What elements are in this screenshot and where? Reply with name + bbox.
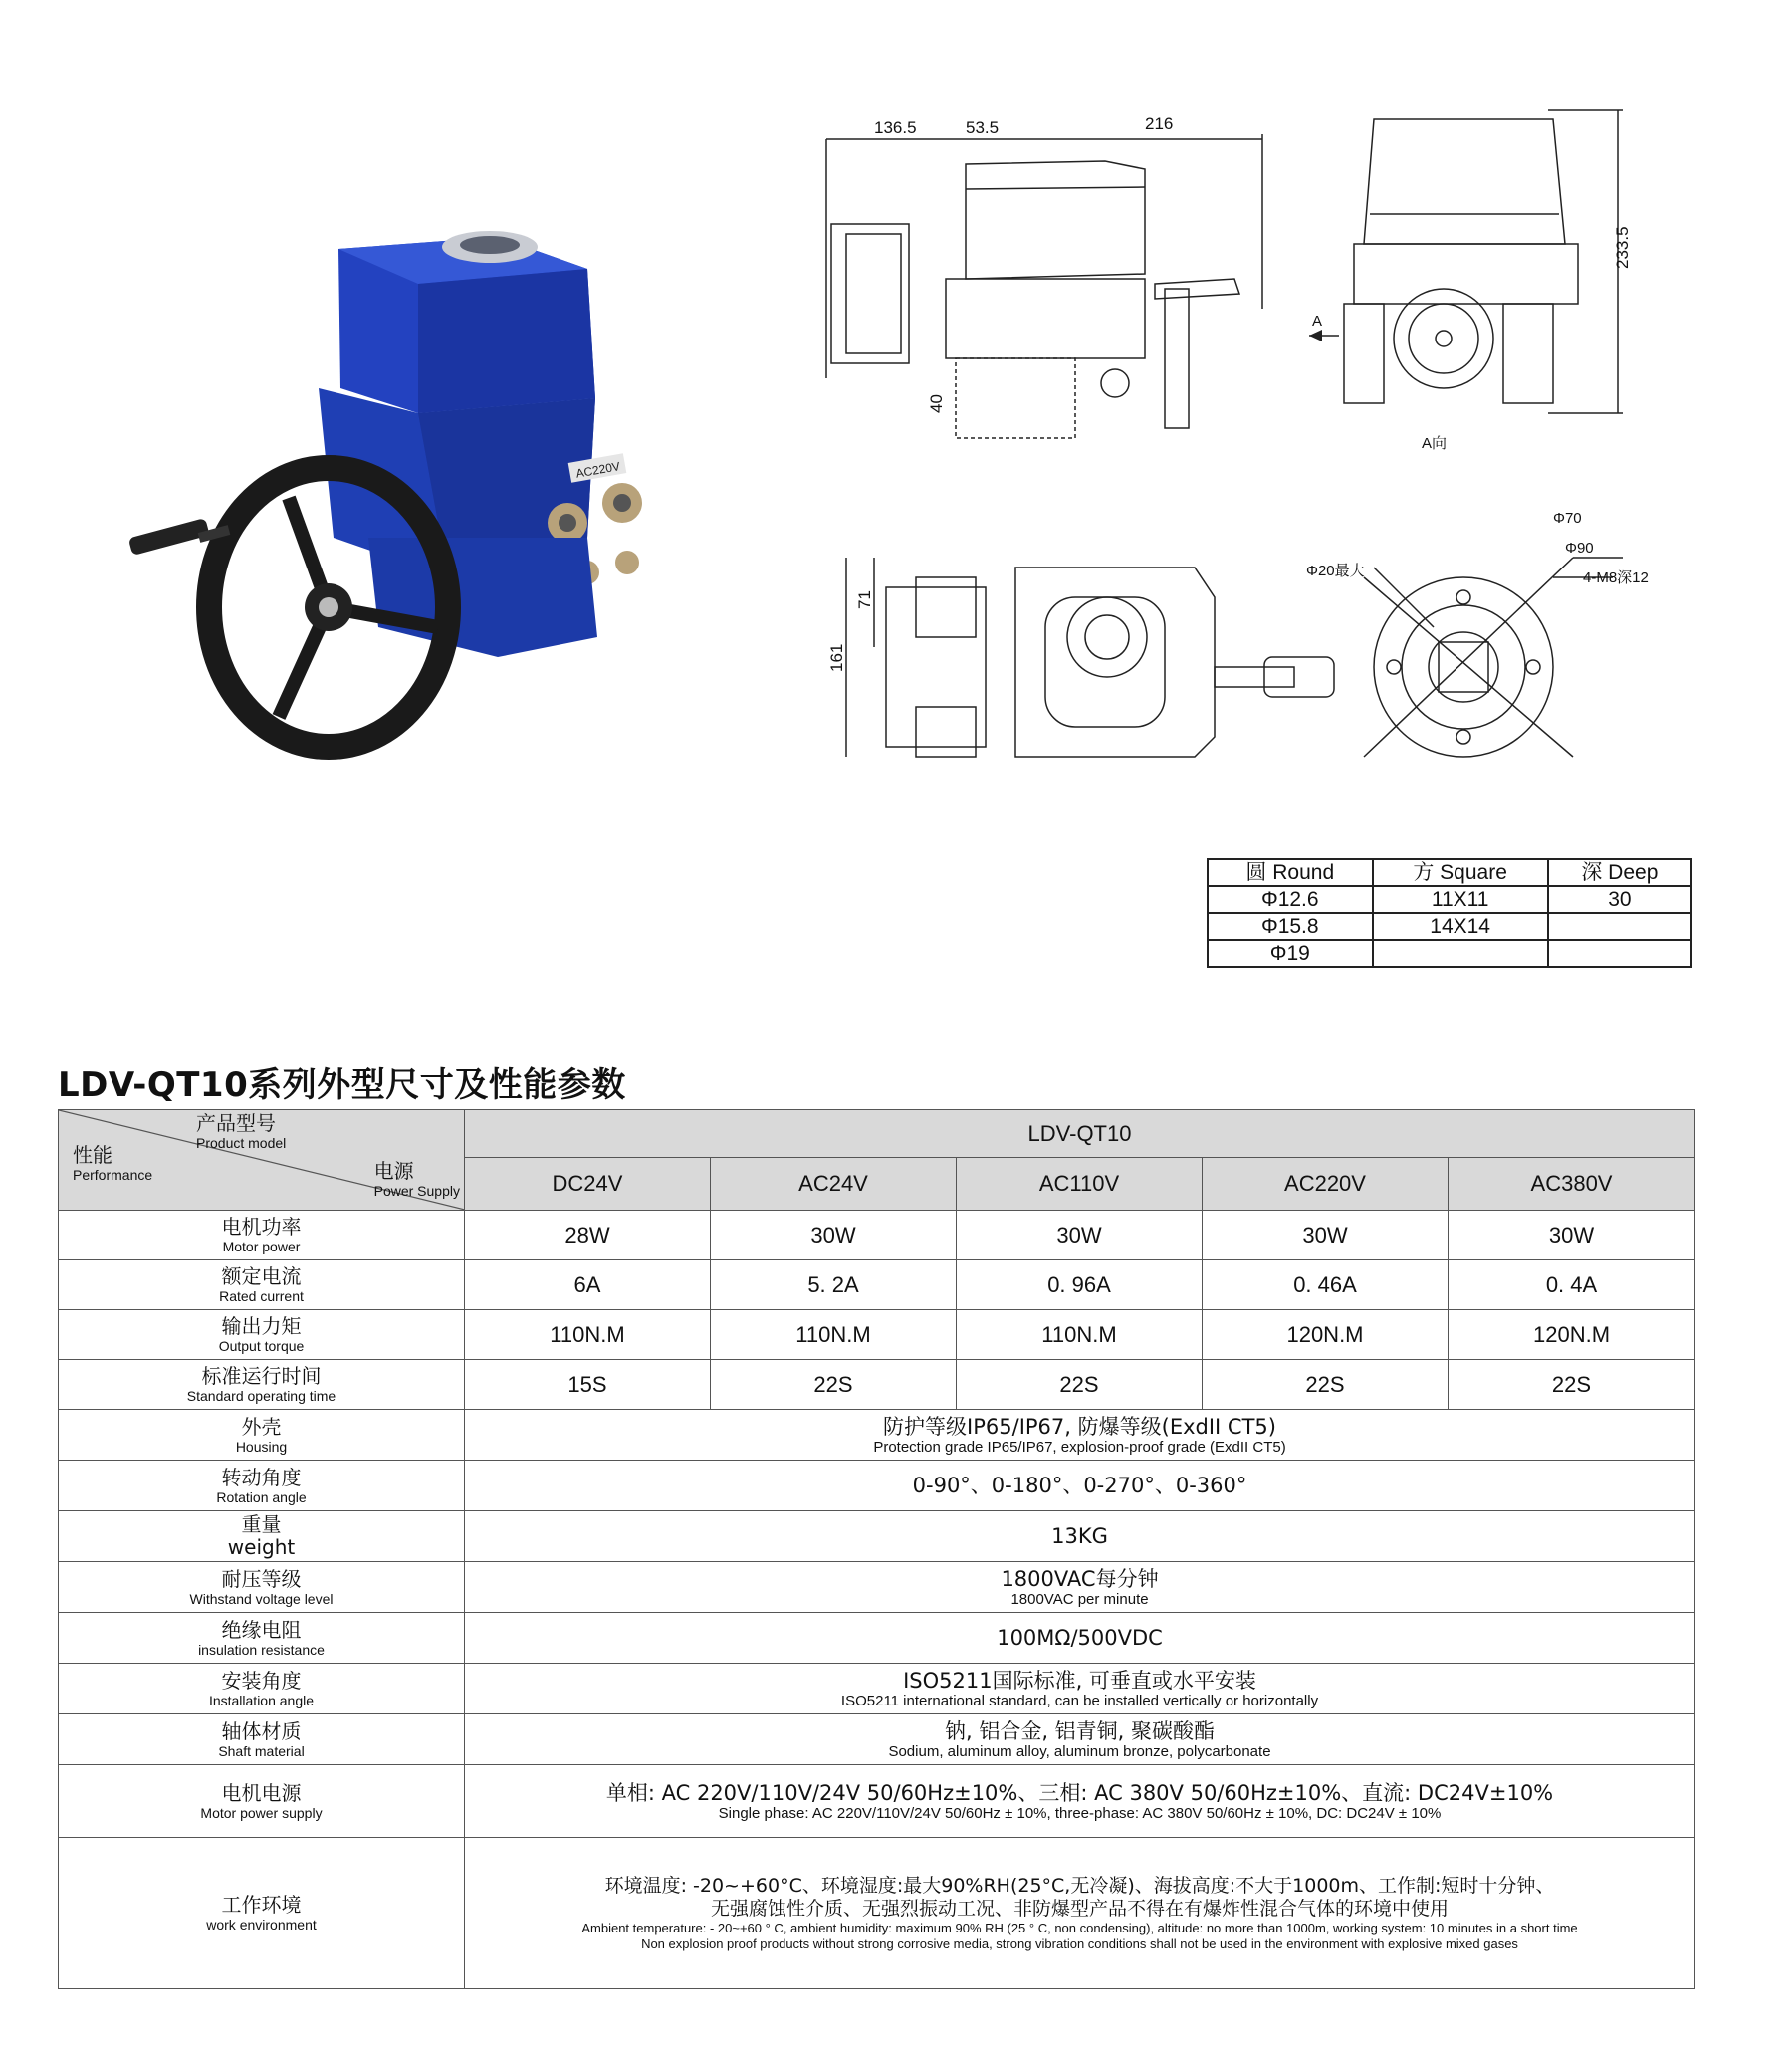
- supply-header: AC220V: [1203, 1158, 1449, 1211]
- shaft-spec-table: [1207, 858, 1692, 968]
- view-arrow-label: A: [1312, 313, 1323, 330]
- env-en-line1: Ambient temperature: - 20~+60 ° C, ambient humidity: maximum 90% RH (25 ° C, non condensing), altitude: no more than 1000m, working system: 10 minutes in a short time: [581, 1920, 1578, 1935]
- value-en: Protection grade IP65/IP67, explosion-proof grade (ExdII CT5): [873, 1438, 1286, 1456]
- row-label-zh: 输出力矩: [221, 1314, 302, 1338]
- env-en-line2: Non explosion proof products without strong corrosive media, strong vibration conditions shall not be used in the environment with explosive mixed gases: [641, 1935, 1518, 1951]
- supply-header: DC24V: [465, 1158, 711, 1211]
- dim-216: 216: [1145, 114, 1174, 133]
- corner-ps-zh: 电源: [373, 1159, 414, 1183]
- row-label: [59, 1260, 465, 1310]
- table-row: [59, 1360, 1695, 1410]
- table-row: [59, 1714, 1695, 1765]
- table-row: [59, 1664, 1695, 1714]
- value-cell: 22S: [711, 1360, 957, 1410]
- table-row: [59, 1613, 1695, 1664]
- corner-perf-en: Performance: [73, 1167, 153, 1183]
- row-label: [59, 1613, 465, 1664]
- spec-row: [1208, 940, 1691, 967]
- row-label-en: Output torque: [218, 1338, 305, 1354]
- spec-cell: Φ12.6: [1208, 886, 1373, 913]
- row-label: [59, 1461, 465, 1511]
- value-zh: 钠, 铝合金, 铝青铜, 聚碳酸酯: [944, 1718, 1216, 1743]
- spec-header-round: 圆 Round: [1208, 859, 1373, 886]
- page-title: LDV-QT10系列外型尺寸及性能参数: [58, 1065, 626, 1105]
- value-cell: 30W: [711, 1211, 957, 1260]
- corner-perf-zh: 性能: [73, 1143, 112, 1167]
- table-row: [59, 1765, 1695, 1838]
- corner-header-cell: [59, 1110, 465, 1211]
- label-plate-text: AC220V: [574, 459, 621, 481]
- spec-cell: 30: [1548, 886, 1691, 913]
- row-label: [59, 1765, 465, 1838]
- value-zh: 0-90°、0-180°、0-270°、0-360°: [912, 1474, 1247, 1497]
- row-label-zh: 电机电源: [221, 1780, 302, 1805]
- spec-cell: [1373, 940, 1548, 967]
- row-label-en: Standard operating time: [186, 1388, 336, 1404]
- row-label-en: Housing: [235, 1438, 288, 1455]
- side-view-drawing: [816, 110, 1274, 448]
- row-label-en: Rated current: [219, 1288, 304, 1304]
- value-cell: 5. 2A: [711, 1260, 957, 1310]
- value-cell: 0. 46A: [1203, 1260, 1449, 1310]
- row-label-zh: 转动角度: [221, 1465, 302, 1489]
- view-a-label: A向: [1422, 435, 1448, 452]
- value-en: Single phase: AC 220V/110V/24V 50/60Hz ± 10%, three-phase: AC 380V 50/60Hz ± 10%, DC: DC24V ± 10%: [718, 1804, 1442, 1822]
- table-row: [59, 1410, 1695, 1461]
- row-label-en: Rotation angle: [216, 1488, 307, 1505]
- value-cell: [465, 1461, 1695, 1511]
- value-cell: 110N.M: [957, 1310, 1203, 1360]
- value-cell: 110N.M: [711, 1310, 957, 1360]
- spec-cell: Φ15.8: [1208, 913, 1373, 940]
- row-label-en: Motor power: [222, 1239, 301, 1254]
- label-phi70: Φ70: [1553, 510, 1582, 527]
- corner-ps-en: Power Supply: [373, 1183, 460, 1199]
- value-cell: 22S: [957, 1360, 1203, 1410]
- row-label-en: weight: [227, 1535, 296, 1559]
- row-label-en: work environment: [206, 1917, 317, 1932]
- table-row: [59, 1211, 1695, 1260]
- value-cell: 0. 4A: [1449, 1260, 1695, 1310]
- table-row: [59, 1260, 1695, 1310]
- row-label: [59, 1838, 465, 1989]
- row-label-zh: 工作环境: [221, 1893, 302, 1917]
- label-phi20: Φ20最大: [1306, 563, 1365, 579]
- front-view-drawing: [1304, 95, 1633, 463]
- dim-161: 161: [827, 643, 846, 672]
- row-label-zh: 外壳: [241, 1414, 282, 1439]
- value-cell: 120N.M: [1203, 1310, 1449, 1360]
- value-en: Sodium, aluminum alloy, aluminum bronze, polycarbonate: [888, 1742, 1271, 1760]
- row-label: [59, 1511, 465, 1562]
- value-cell: 15S: [465, 1360, 711, 1410]
- spec-header-square: 方 Square: [1373, 859, 1548, 886]
- top-view-drawing: [826, 548, 1354, 777]
- value-cell: [465, 1613, 1695, 1664]
- row-label: [59, 1310, 465, 1360]
- table-row: [59, 1838, 1695, 1989]
- value-en: ISO5211 international standard, can be installed vertically or horizontally: [840, 1692, 1319, 1709]
- spec-header-deep: 深 Deep: [1548, 859, 1691, 886]
- spec-header-row: [1208, 859, 1691, 886]
- row-label: [59, 1410, 465, 1461]
- value-cell: [465, 1765, 1695, 1838]
- corner-model-zh: 产品型号: [196, 1111, 276, 1135]
- row-label-en: Installation angle: [208, 1692, 315, 1708]
- value-cell: 110N.M: [465, 1310, 711, 1360]
- value-cell: [465, 1562, 1695, 1613]
- value-cell: 28W: [465, 1211, 711, 1260]
- row-label: [59, 1562, 465, 1613]
- value-zh: 单相: AC 220V/110V/24V 50/60Hz±10%、三相: AC 380V 50/60Hz±10%、直流: DC24V±10%: [605, 1780, 1554, 1805]
- dim-136-5: 136.5: [874, 118, 917, 137]
- value-cell: 22S: [1449, 1360, 1695, 1410]
- spec-cell: 11X11: [1373, 886, 1548, 913]
- spec-row: [1208, 913, 1691, 940]
- spec-cell: 14X14: [1373, 913, 1548, 940]
- table-row: [59, 1511, 1695, 1562]
- row-label-en: Motor power supply: [200, 1804, 323, 1821]
- value-cell: 30W: [1203, 1211, 1449, 1260]
- row-label: [59, 1211, 465, 1260]
- flange-view-drawing: [1304, 498, 1692, 787]
- row-label-zh: 重量: [241, 1512, 282, 1536]
- row-label-zh: 标准运行时间: [201, 1364, 322, 1388]
- value-cell: 6A: [465, 1260, 711, 1310]
- value-cell: [465, 1838, 1695, 1989]
- supply-header: AC24V: [711, 1158, 957, 1211]
- row-label-zh: 耐压等级: [221, 1566, 302, 1591]
- label-phi90: Φ90: [1565, 540, 1594, 557]
- value-zh: 1800VAC每分钟: [1001, 1566, 1159, 1591]
- row-label: [59, 1714, 465, 1765]
- dim-53-5: 53.5: [966, 118, 1000, 137]
- dim-233-5: 233.5: [1613, 226, 1632, 269]
- row-label-en: insulation resistance: [198, 1641, 325, 1658]
- value-cell: 120N.M: [1449, 1310, 1695, 1360]
- table-row: [59, 1310, 1695, 1360]
- value-zh: ISO5211国际标准, 可垂直或水平安装: [903, 1668, 1256, 1693]
- value-cell: [465, 1511, 1695, 1562]
- supply-header: AC110V: [957, 1158, 1203, 1211]
- product-photo: [119, 209, 677, 767]
- row-label-en: Withstand voltage level: [189, 1590, 334, 1607]
- row-label-zh: 安装角度: [221, 1668, 302, 1693]
- value-cell: 0. 96A: [957, 1260, 1203, 1310]
- corner-model-en: Product model: [196, 1135, 287, 1151]
- spec-cell: Φ19: [1208, 940, 1373, 967]
- value-cell: 22S: [1203, 1360, 1449, 1410]
- value-zh: 13KG: [1051, 1524, 1108, 1548]
- value-cell: [465, 1410, 1695, 1461]
- spec-row: [1208, 886, 1691, 913]
- env-zh-line2: 无强腐蚀性介质、无强烈振动工况、非防爆型产品不得在有爆炸性混合气体的环境中使用: [711, 1897, 1450, 1920]
- value-en: 1800VAC per minute: [1010, 1590, 1149, 1608]
- row-label: [59, 1360, 465, 1410]
- value-cell: [465, 1714, 1695, 1765]
- value-cell: 30W: [1449, 1211, 1695, 1260]
- dim-71: 71: [855, 590, 874, 609]
- model-name-cell: LDV-QT10: [465, 1110, 1695, 1158]
- row-label-zh: 轴体材质: [221, 1718, 302, 1743]
- spec-cell: [1548, 940, 1691, 967]
- value-cell: [465, 1664, 1695, 1714]
- value-cell: 30W: [957, 1211, 1203, 1260]
- table-row: [59, 1562, 1695, 1613]
- row-label-zh: 绝缘电阻: [221, 1617, 302, 1642]
- value-zh: 100MΩ/500VDC: [997, 1626, 1163, 1650]
- supply-header: AC380V: [1449, 1158, 1695, 1211]
- dim-40: 40: [927, 394, 946, 413]
- performance-table: [58, 1109, 1695, 1989]
- row-label-zh: 电机功率: [221, 1215, 302, 1239]
- spec-cell: [1548, 913, 1691, 940]
- table-row: [59, 1461, 1695, 1511]
- env-zh-line1: 环境温度: -20~+60°C、环境湿度:最大90%RH(25°C,无冷凝)、海拔高度:不大于1000m、工作制:短时十分钟、: [604, 1874, 1555, 1897]
- row-label-zh: 额定电流: [221, 1264, 302, 1288]
- value-zh: 防护等级IP65/IP67, 防爆等级(ExdII CT5): [883, 1414, 1276, 1439]
- row-label: [59, 1664, 465, 1714]
- row-label-en: Shaft material: [218, 1742, 305, 1759]
- label-4-m8: 4-M8深12: [1583, 569, 1649, 586]
